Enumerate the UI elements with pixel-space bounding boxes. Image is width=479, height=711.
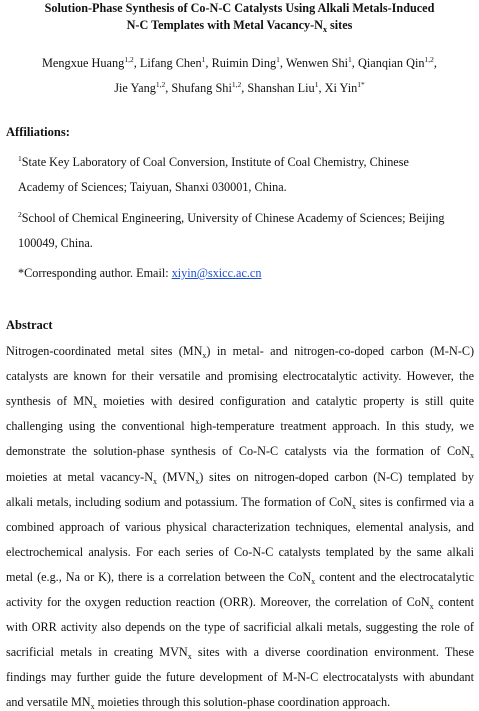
- title-subscript: x: [322, 25, 327, 34]
- author-affiliation-mark: 1: [276, 55, 280, 64]
- author-name: Jie Yang: [114, 81, 156, 95]
- abstract-line: metal (e.g., Na or K), there is a correlation between the CoN$_x$ content and the electrocatalytic: [6, 569, 474, 586]
- author-affiliation-mark: 1,2: [424, 55, 434, 64]
- affiliation-text: State Key Laboratory of Coal Conversion, Institute of Coal Chemistry, Chinese: [21, 155, 409, 169]
- affiliation-2-line-1: [18, 210, 474, 226]
- affiliations-heading: Affiliations:: [6, 125, 70, 139]
- subscript: x: [470, 451, 474, 461]
- title-text-end: sites: [326, 18, 353, 32]
- abstract-line: catalysts are known for their versatile and promising electrocatalytic activity. However, the: [6, 369, 474, 384]
- author-name: Lifang Chen: [139, 56, 202, 70]
- subscript: x: [153, 476, 158, 486]
- corresponding-author: [18, 265, 261, 281]
- corresponding-label: *Corresponding author. Email:: [18, 266, 172, 280]
- email-link[interactable]: xiyin@sxicc.ac.cn: [171, 266, 262, 280]
- abstract-line: with ORR activity also depends on the type of sacrificial alkali metals, suggesting the role of: [6, 620, 474, 635]
- author-name: Shufang Shi: [171, 81, 232, 95]
- author-name: Qianqian Qin: [357, 56, 425, 70]
- author-affiliation-mark: 1*: [357, 80, 365, 89]
- author-list-line-1: Mengxue Huang$^{1,2}$, Lifang Chen$^1$, Ruimin Ding$^1$, Wenwen Shi$^1$, Qianqian Qin$^{1,2}$,: [42, 55, 437, 70]
- abstract-line: combined approach of various physical characterization techniques, elemental analysis, and: [6, 519, 474, 534]
- affiliation-1-line-2: Academy of Sciences; Taiyuan, Shanxi 030001, China.: [18, 180, 287, 194]
- abstract-line: electrochemical analysis. For each series of Co-N-C catalysts templated by the same alkali: [6, 544, 474, 559]
- affiliation-2-line-2: 100049, China.: [18, 236, 93, 250]
- affiliation-text: School of Chemical Engineering, University of Chinese Academy of Sciences; Beijing: [21, 211, 445, 225]
- abstract-line: and versatile $MN_x$ moieties through this solution-phase coordination approach.: [6, 695, 391, 711]
- subscript: x: [92, 401, 97, 411]
- author-affiliation-mark: 1: [314, 80, 319, 89]
- author-affiliation-mark: 1: [348, 55, 352, 64]
- author-name: Ruimin Ding: [211, 56, 277, 70]
- abstract-line: synthesis of $MN_x$ moieties with desired configuration and catalytic property is still quite: [6, 394, 475, 411]
- author-affiliation-mark: 1,2: [155, 80, 166, 89]
- subscript: x: [90, 702, 95, 711]
- subscript: x: [195, 476, 200, 486]
- subscript: x: [311, 576, 316, 586]
- author-name: Mengxue Huang: [42, 56, 125, 70]
- subscript: x: [351, 501, 356, 511]
- subscript: x: [187, 652, 192, 662]
- title-text: N-C Templates with Metal Vacancy-N: [126, 18, 323, 32]
- abstract-line: moieties at metal vacancy-$N_x$ $(MVN_x)$ sites on nitrogen-doped carbon (N-C) templated by: [6, 469, 474, 486]
- author-name: Wenwen Shi: [285, 56, 349, 70]
- subscript: x: [429, 602, 434, 611]
- abstract-line: sacrificial metals in creating $MVN_x$ sites with a diverse coordination environment. These: [6, 645, 474, 662]
- paper-title-line-2: [0, 17, 479, 33]
- abstract-heading: Abstract: [6, 318, 53, 332]
- author-name: Xi Yin: [324, 81, 358, 95]
- abstract-line: Nitrogen-coordinated metal sites $(MN_x)$ in metal- and nitrogen-co-doped carbon (M-N-C): [6, 344, 475, 360]
- author-affiliation-mark: 1,2: [124, 55, 134, 64]
- author-list-line-2: Jie Yang$^{1,2}$, Shufang Shi$^{1,2}$, Shanshan Liu$^1$, Xi Yin$^{1*}$: [114, 80, 365, 95]
- affiliation-number: 1: [18, 154, 22, 163]
- abstract-line: demonstrate the solution-phase synthesis of Co-N-C catalysts via the formation of CoN$_x$: [6, 444, 474, 461]
- abstract-line: findings may further guide the future development of M-N-C electrocatalysts with abundant: [6, 670, 474, 685]
- abstract-line: activity for the oxygen reduction reaction (ORR). Moreover, the correlation of CoN$_x$ content: [6, 595, 474, 611]
- subscript: x: [202, 351, 207, 360]
- affiliation-number: 2: [18, 210, 22, 219]
- author-affiliation-mark: 1,2: [231, 80, 242, 89]
- abstract-line: challenging using the conventional high-temperature treatment approach. In this study, we: [6, 419, 474, 434]
- author-affiliation-mark: 1: [201, 55, 206, 64]
- affiliation-1-line-1: [18, 154, 474, 170]
- abstract-line: alkali metals, including sodium and potassium. The formation of CoN$_x$ sites is confirmed via a: [6, 494, 474, 511]
- author-name: Shanshan Liu: [247, 81, 315, 95]
- paper-title-line-1: Solution-Phase Synthesis of Co-N-C Catalysts Using Alkali Metals-Induced: [44, 1, 435, 15]
